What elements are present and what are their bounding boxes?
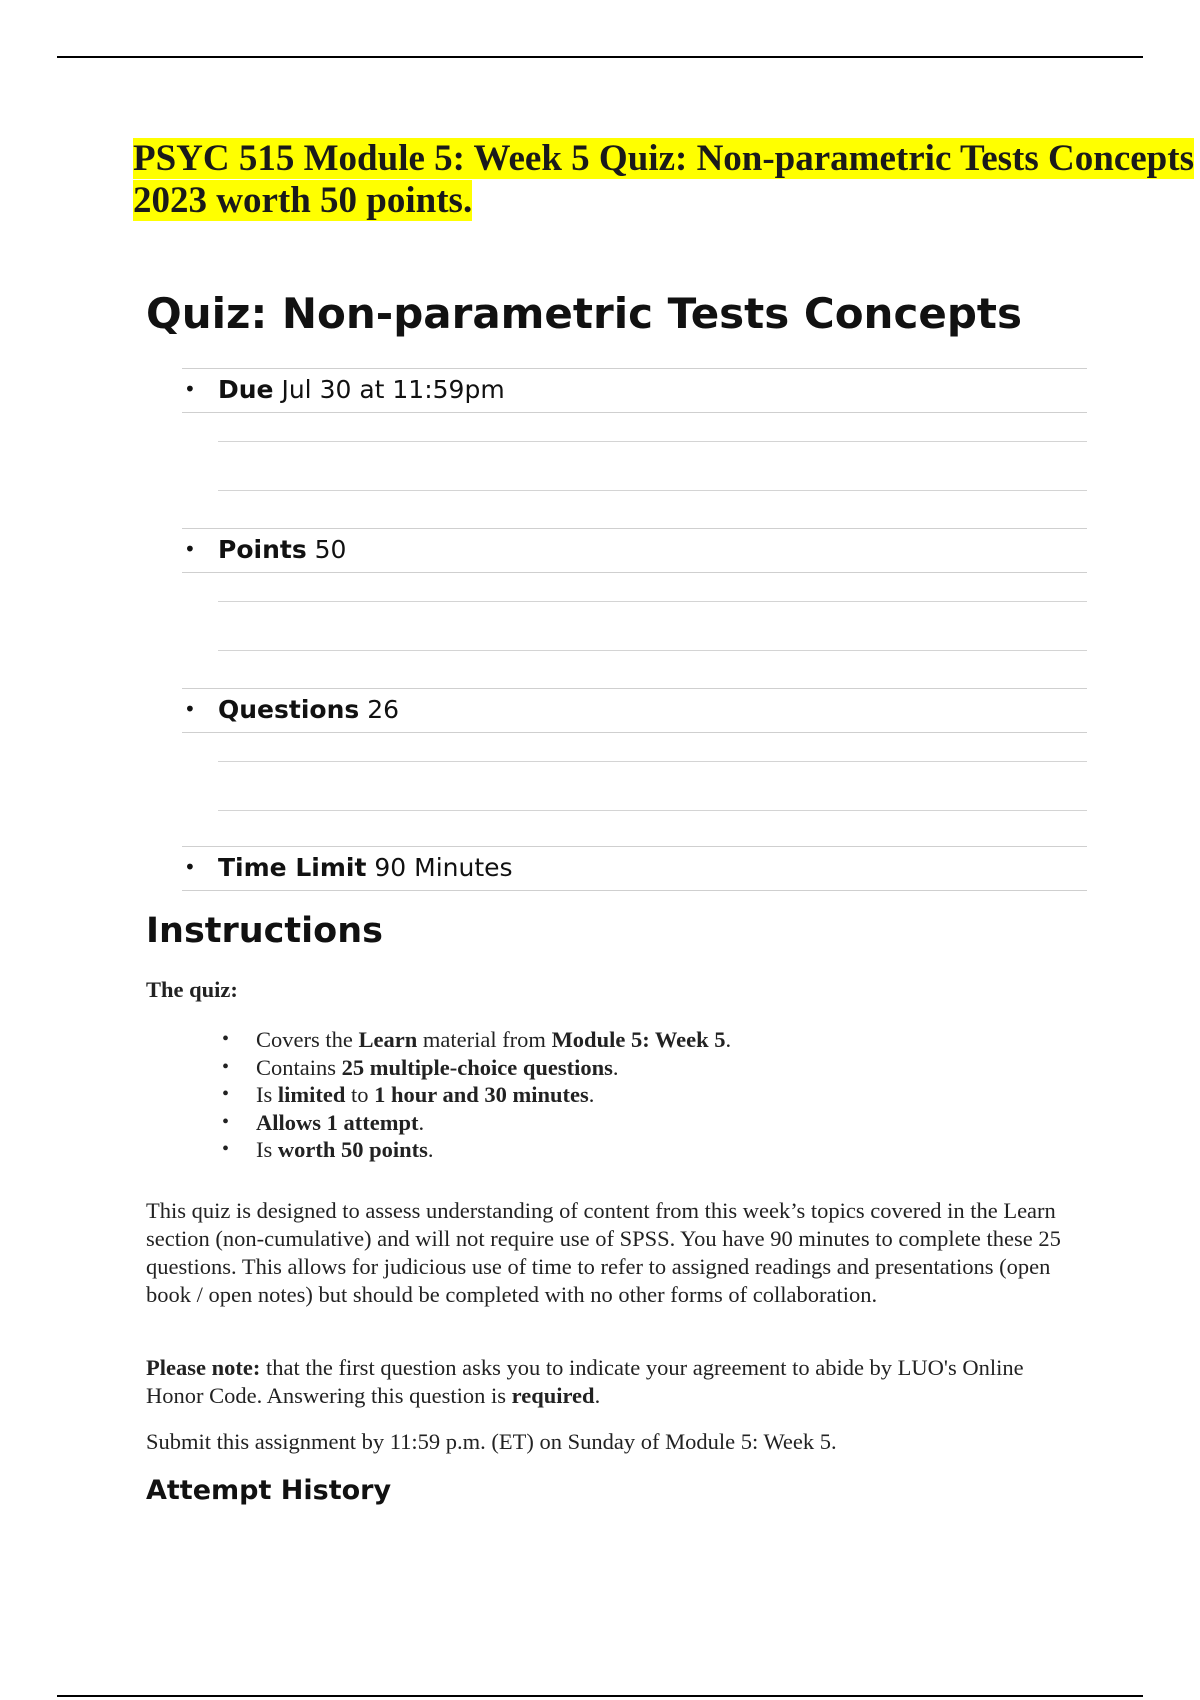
detail-label: Points xyxy=(218,535,307,564)
detail-time-limit xyxy=(182,846,1087,891)
list-item-emphasis: 1 hour and 30 minutes xyxy=(374,1082,589,1107)
note-label: Please note: xyxy=(146,1355,261,1380)
bullet-icon: • xyxy=(184,537,196,561)
list-item-text: Covers the xyxy=(256,1027,359,1052)
detail-value: 26 xyxy=(367,695,400,724)
instructions-heading: Instructions xyxy=(146,911,383,951)
quiz-heading: Quiz: Non-parametric Tests Concepts xyxy=(146,289,1022,338)
list-item-text: . xyxy=(427,1137,434,1162)
page-top-rule xyxy=(57,56,1143,58)
detail-spacer xyxy=(182,733,1087,846)
list-item-emphasis: worth 50 points xyxy=(277,1137,428,1162)
bullet-icon: • xyxy=(184,855,196,879)
note-text-end: . xyxy=(594,1383,601,1408)
list-item-text: . xyxy=(418,1109,425,1135)
quiz-description: This quiz is designed to assess understanding of content from this week’s topics covered in the Learn section (non-cumulative) and will not require use of SPSS. You have 90 minutes to complete these 25 questions. This allows for judicious use of time to refer to assigned readings and presentations (open book / open notes) but should be completed with no other forms of collaboration. xyxy=(146,1198,1061,1307)
list-item xyxy=(220,1109,731,1137)
note-text: that the first question asks you to indicate your agreement to abide by LUO's Online Honor Code. Answering this question is xyxy=(146,1355,1024,1408)
attempt-history-heading: Attempt History xyxy=(146,1475,392,1506)
list-item-text: Is xyxy=(256,1082,278,1107)
list-item-emphasis: limited xyxy=(277,1082,346,1107)
detail-points xyxy=(182,528,1087,688)
document-title xyxy=(133,138,1200,222)
detail-questions xyxy=(182,688,1087,846)
list-item-text: . xyxy=(612,1054,619,1080)
list-item-emphasis: Module 5: Week 5 xyxy=(551,1027,726,1052)
detail-spacer xyxy=(182,413,1087,528)
page-bottom-rule xyxy=(57,1695,1143,1697)
detail-value: Jul 30 at 11:59pm xyxy=(281,375,505,404)
list-item-text: to xyxy=(345,1082,375,1107)
instructions-list xyxy=(220,1026,731,1164)
list-item xyxy=(220,1054,731,1082)
detail-label: Questions xyxy=(218,695,360,724)
list-item xyxy=(220,1026,731,1054)
note-required: required xyxy=(511,1383,595,1408)
quiz-details-list xyxy=(182,368,1087,891)
list-item-text: material from xyxy=(417,1027,552,1052)
detail-due xyxy=(182,368,1087,528)
submission-deadline: Submit this assignment by 11:59 p.m. (ET) on Sunday of Module 5: Week 5. xyxy=(146,1429,837,1454)
list-item-text: . xyxy=(588,1082,595,1107)
list-item-text: Is xyxy=(256,1137,278,1162)
detail-value: 50 xyxy=(314,535,347,564)
list-item-text: . xyxy=(725,1027,732,1052)
detail-spacer xyxy=(182,573,1087,688)
honor-code-note xyxy=(146,1354,1086,1410)
document-title-line-1: PSYC 515 Module 5: Week 5 Quiz: Non-parametric Tests Concepts xyxy=(133,138,1194,179)
list-item-emphasis: Learn xyxy=(358,1027,418,1052)
bullet-icon: • xyxy=(184,377,196,401)
list-item-emphasis: Allows 1 attempt xyxy=(256,1109,419,1135)
detail-label: Time Limit xyxy=(218,853,367,882)
document-title-line-2: 2023 worth 50 points. xyxy=(133,180,473,221)
detail-value: 90 Minutes xyxy=(374,853,513,882)
list-item-text: Contains xyxy=(256,1054,342,1080)
list-item xyxy=(220,1081,731,1109)
list-item xyxy=(220,1136,731,1164)
detail-label: Due xyxy=(218,375,274,404)
bullet-icon: • xyxy=(184,697,196,721)
list-item-emphasis: 25 multiple-choice questions xyxy=(341,1054,613,1080)
quiz-intro-label: The quiz: xyxy=(146,977,238,1002)
